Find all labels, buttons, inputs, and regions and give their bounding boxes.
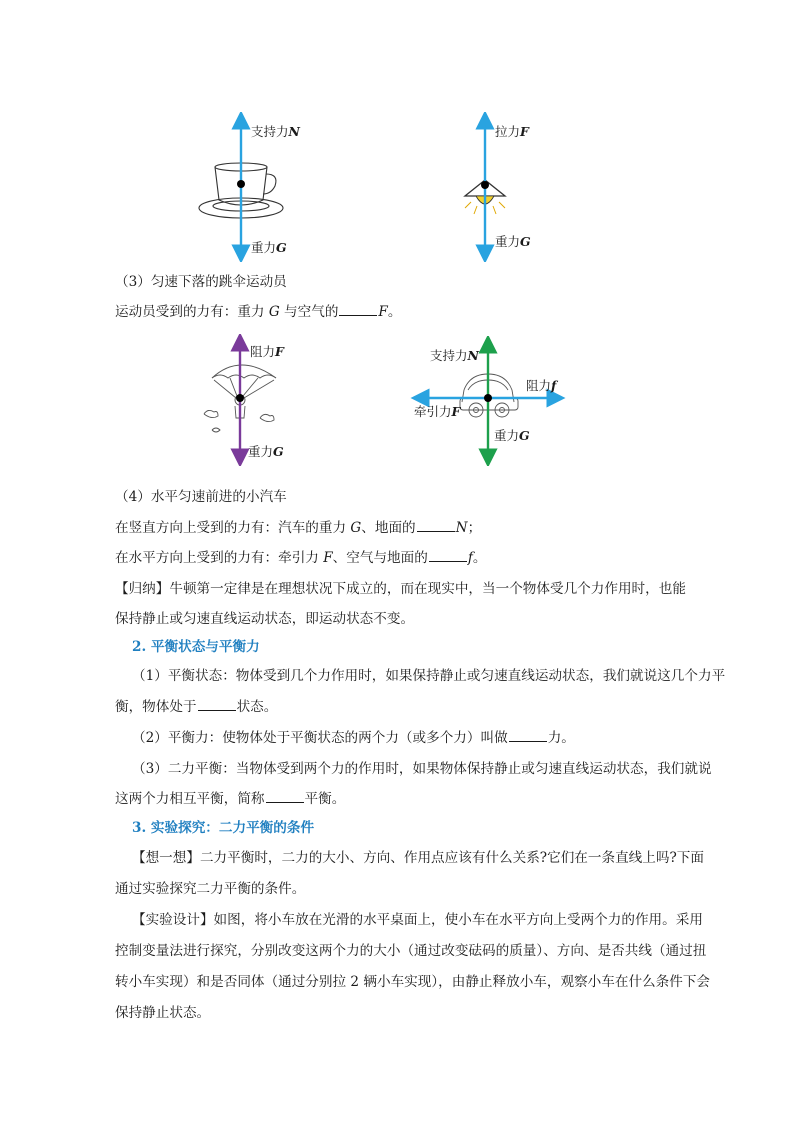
item3-var-g: G	[268, 304, 280, 320]
svg-text:牵引力F	[414, 404, 462, 419]
svg-text:支持力N	[251, 124, 301, 139]
svg-text:重力G	[251, 240, 287, 255]
sec2-p3-line1: （3）二力平衡：当物体受到两个力的作用时，如果物体保持静止或匀速直线运动状态，我们就说	[132, 761, 712, 777]
think-line-2: 通过实验探究二力平衡的条件。	[115, 881, 306, 897]
item4-h-a: 在水平方向上受到的力有：牵引力	[115, 550, 319, 566]
svg-text:重力G	[494, 428, 530, 443]
parachute-down-label: 重力	[248, 444, 274, 459]
cup-down-label: 重力	[251, 240, 277, 255]
design-line-3: 转小车实现）和是否同体（通过分别拉 2 辆小车实现），由静止释放小车，观察小车在什么条件下会	[115, 974, 711, 990]
sec2-p3-2a: 这两个力相互平衡，简称	[115, 791, 265, 807]
section2-heading: 2. 平衡状态与平衡力	[132, 639, 260, 655]
sec2-p2b: 力。	[547, 730, 575, 746]
svg-text:拉力F	[495, 124, 530, 139]
car-down-label: 重力	[494, 428, 520, 443]
car-down-var: G	[519, 428, 530, 443]
sec2-p2a: （2）平衡力：使物体处于平衡状态的两个力（或多个力）叫做	[132, 730, 508, 746]
blank	[509, 729, 547, 742]
item4-v-b: 、地面的	[361, 520, 416, 536]
blank	[417, 519, 455, 532]
design-line-4: 保持静止状态。	[115, 1005, 211, 1021]
svg-text:支持力N	[430, 348, 480, 363]
cup-up-label: 支持力	[251, 124, 289, 139]
center-dot	[236, 394, 244, 402]
car-right-var: f	[551, 378, 557, 393]
item4-h-f: F	[323, 550, 333, 566]
lamp-down-var: G	[520, 234, 531, 249]
sec2-p3-2b: 平衡。	[304, 791, 346, 807]
section3-heading: 3. 实验探究：二力平衡的条件	[132, 820, 315, 836]
lamp-force-diagram	[455, 112, 575, 262]
item4-v-g: G	[350, 520, 362, 536]
sec2-p1-2a: 衡，物体处于	[115, 699, 197, 715]
lamp-down-label: 重力	[495, 234, 521, 249]
parachute-down-var: G	[273, 444, 284, 459]
item4-v-end: ；	[467, 520, 482, 536]
center-dot	[481, 181, 489, 189]
lamp-up-var: F	[520, 124, 529, 139]
item4-h-end: 。	[472, 550, 487, 566]
summary-line-2: 保持静止或匀速直线运动状态，即运动状态不变。	[115, 611, 415, 627]
svg-text:重力G	[248, 444, 284, 459]
blank	[339, 303, 377, 316]
lamp-up-label: 拉力	[495, 124, 521, 139]
parachute-force-diagram	[200, 334, 320, 466]
item3-title: （3）匀速下落的跳伞运动员	[115, 274, 287, 290]
blank	[198, 698, 236, 711]
car-right-label: 阻力	[526, 378, 552, 393]
car-left-label: 牵引力	[414, 404, 452, 419]
center-dot	[237, 180, 245, 188]
sec2-p1-line1: （1）平衡状态：物体受到几个力作用时，如果保持静止或匀速直线运动状态，我们就说这几个力平	[132, 668, 726, 684]
car-force-diagram	[410, 336, 580, 466]
parachute-up-var: F	[275, 344, 284, 359]
car-left-var: F	[451, 404, 461, 419]
design-line-2: 控制变量法进行探究，分别改变这两个力的大小（通过改变砝码的质量）、方向、是否共线（通过扭	[115, 943, 707, 959]
svg-text:阻力F	[250, 344, 285, 359]
think-line-1: 【想一想】二力平衡时，二力的大小、方向、作用点应该有什么关系?它们在一条直线上吗?下面	[132, 850, 704, 866]
svg-text:重力G	[495, 234, 531, 249]
car-up-label: 支持力	[430, 348, 468, 363]
cup-up-var: N	[288, 124, 300, 139]
blank	[429, 549, 467, 562]
design-line-1: 【实验设计】如图，将小车放在光滑的水平桌面上，使小车在水平方向上受两个力的作用。采用	[132, 912, 703, 928]
item3-line	[115, 302, 401, 322]
summary-line-1: 【归纳】牛顿第一定律是在理想状况下成立的，而在现实中，当一个物体受几个力作用时，也能	[115, 581, 686, 597]
item3-end: 。	[387, 304, 402, 320]
item4-v-a: 在竖直方向上受到的力有：汽车的重力	[115, 520, 347, 536]
item4-horizontal	[115, 548, 486, 568]
item4-v-n: N	[455, 520, 468, 536]
item3-var-f: F	[378, 304, 388, 320]
sec2-p2	[132, 728, 575, 748]
item4-vertical	[115, 518, 481, 538]
cup-down-var: G	[276, 240, 287, 255]
sec2-p1-2b: 状态。	[236, 699, 278, 715]
item3-b: 与空气的	[284, 304, 339, 320]
svg-text:阻力f	[526, 378, 559, 393]
item4-h-b: 、空气与地面的	[332, 550, 428, 566]
item4-title: （4）水平匀速前进的小汽车	[115, 489, 287, 505]
car-up-var: N	[467, 348, 479, 363]
center-dot	[484, 394, 492, 402]
parachute-up-label: 阻力	[250, 344, 276, 359]
sec2-p1-line2	[115, 697, 277, 717]
item4-h-fs: f	[467, 550, 473, 566]
blank	[266, 790, 304, 803]
item3-a: 运动员受到的力有：重力	[115, 304, 265, 320]
cup-force-diagram	[195, 112, 335, 262]
sec2-p3-line2	[115, 789, 345, 809]
